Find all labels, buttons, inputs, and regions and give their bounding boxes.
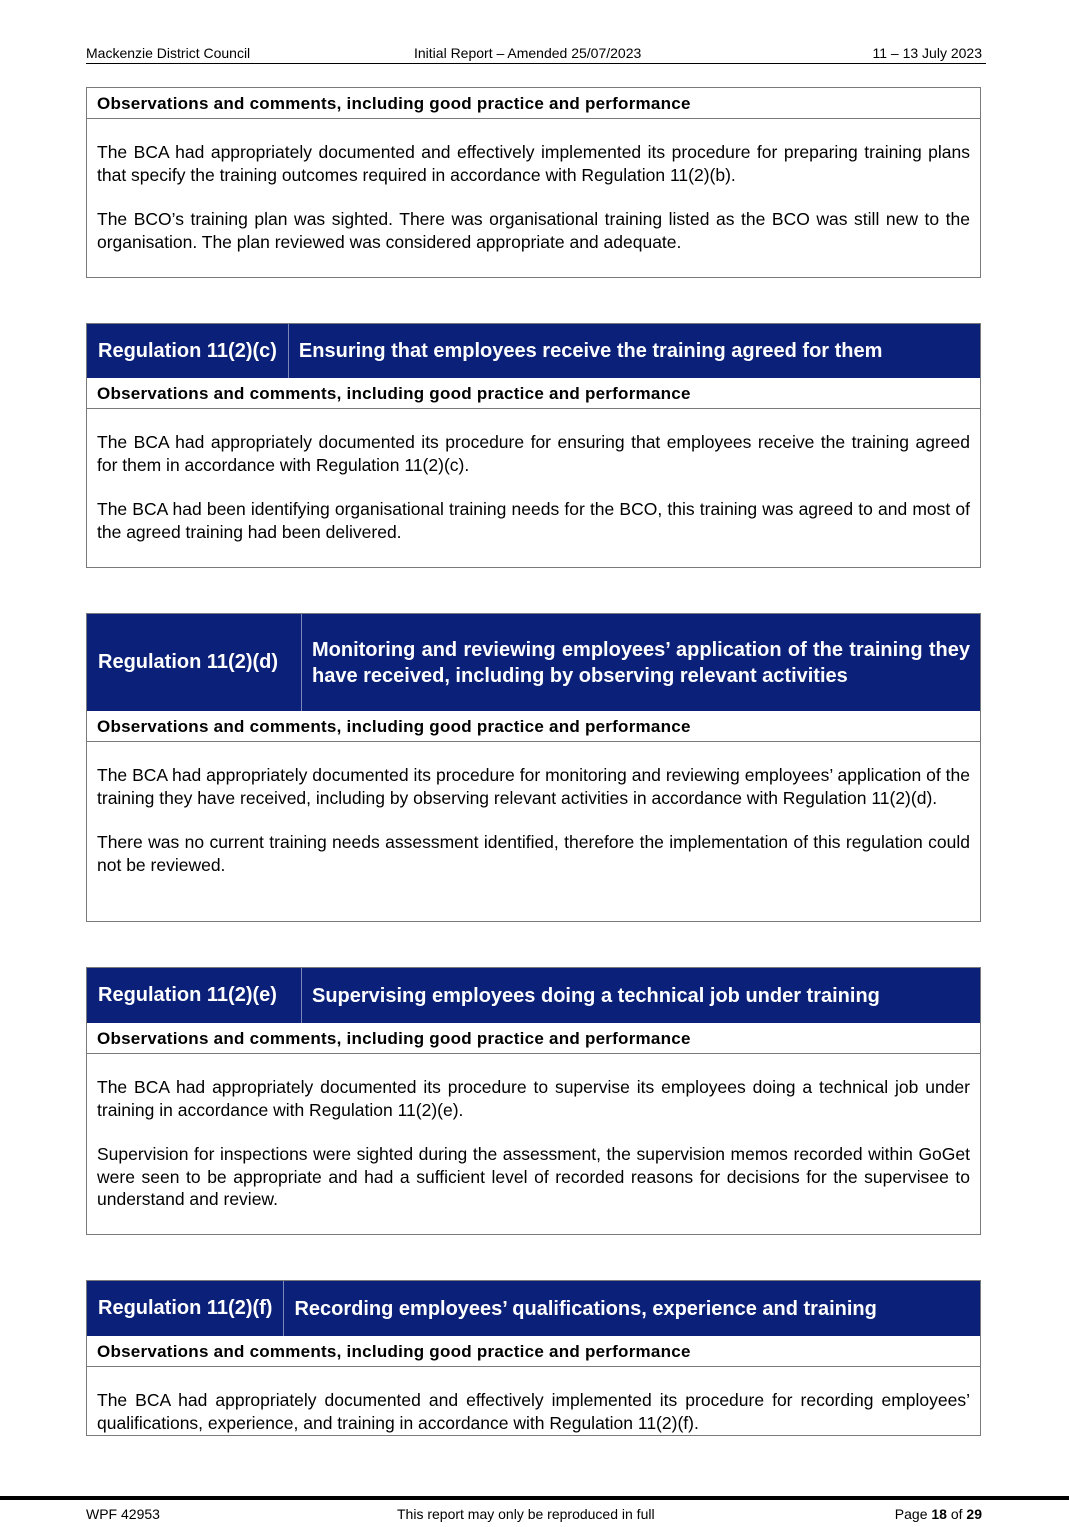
regulation-title: Ensuring that employees receive the training agreed for them [298, 340, 883, 362]
observation-paragraph: There was no current training needs assessment identified, therefore the implementation of this regulation could not be reviewed. [97, 832, 970, 875]
observation-paragraph: The BCA had appropriately documented its procedure to supervise its employees doing a technical job under training in accordance with Regulation 11(2)(e). [97, 1077, 970, 1120]
observations-body [87, 1054, 980, 1211]
observation-paragraph: The BCA had appropriately documented and effectively implemented its procedure for preparing training plans that specify the training outcomes required in accordance with Regulation 11(2)(b). [97, 142, 970, 185]
regulation-header-row [87, 1281, 980, 1336]
observations-heading: Observations and comments, including good practice and performance [87, 1336, 980, 1367]
footer-notice: This report may only be reproduced in full [397, 1506, 655, 1522]
regulation-table-11-2-c [86, 323, 981, 568]
regulation-number: Regulation 11(2)(c) [87, 324, 289, 378]
regulation-number: Regulation 11(2)(e) [87, 968, 302, 1023]
observations-heading: Observations and comments, including good practice and performance [87, 1023, 980, 1054]
observations-heading: Observations and comments, including good practice and performance [87, 711, 980, 742]
observations-body [87, 1367, 980, 1434]
observations-body [87, 119, 980, 253]
footer-rule [0, 1496, 1069, 1500]
regulation-table-11-2-e [86, 967, 981, 1235]
page-number [895, 1505, 982, 1524]
regulation-table-11-2-f [86, 1280, 981, 1436]
regulation-header-row [87, 324, 980, 378]
regulation-header-row [87, 614, 980, 711]
observation-paragraph: The BCA had been identifying organisational training needs for the BCO, this training was agreed to and most of the agreed training had been delivered. [97, 499, 970, 542]
header-organisation: Mackenzie District Council [86, 45, 251, 61]
regulation-header-row [87, 968, 980, 1023]
regulation-title: Supervising employees doing a technical job under training [312, 984, 880, 1007]
header-report-title: Initial Report – Amended 25/07/2023 [414, 45, 642, 61]
regulation-table-11-2-b-continued [86, 87, 981, 278]
page-of: of [946, 1506, 967, 1522]
observation-paragraph: Supervision for inspections were sighted during the assessment, the supervision memos recorded within GoGet were seen to be appropriate and had a sufficient level of recorded reasons for decisions for the supervisee to understand and review. [97, 1144, 970, 1209]
observation-paragraph: The BCA had appropriately documented and effectively implemented its procedure for recording employees’ qualifications, experience, and training in accordance with Regulation 11(2)(f). [97, 1390, 970, 1433]
regulation-table-11-2-d [86, 613, 981, 922]
observations-heading: Observations and comments, including good practice and performance [87, 88, 980, 119]
observation-paragraph: The BCA had appropriately documented its procedure for monitoring and reviewing employees’ application of the training they have received, including by observing relevant activities in accordance with Regulation 11(2)(d). [97, 765, 970, 808]
page-header [86, 44, 986, 64]
observations-heading: Observations and comments, including good practice and performance [87, 378, 980, 409]
regulation-number: Regulation 11(2)(f) [87, 1281, 284, 1336]
page-current: 18 [931, 1506, 947, 1522]
observation-paragraph: The BCA had appropriately documented its procedure for ensuring that employees receive the training agreed for them in accordance with Regulation 11(2)(c). [97, 432, 970, 475]
observations-body [87, 409, 980, 543]
header-dates: 11 – 13 July 2023 [872, 45, 982, 61]
observations-body [87, 742, 980, 876]
regulation-number: Regulation 11(2)(d) [87, 614, 302, 711]
page-total: 29 [966, 1506, 982, 1522]
regulation-title: Recording employees’ qualifications, experience and training [294, 1297, 877, 1320]
page-prefix: Page [894, 1506, 932, 1522]
regulation-title: Monitoring and reviewing employees’ application of the training they have received, including by observing relevant activities [312, 638, 970, 687]
footer-document-code: WPF 42953 [86, 1506, 160, 1522]
observation-paragraph: The BCO’s training plan was sighted. There was organisational training listed as the BCO was still new to the organisation. The plan reviewed was considered appropriate and adequate. [97, 209, 970, 252]
